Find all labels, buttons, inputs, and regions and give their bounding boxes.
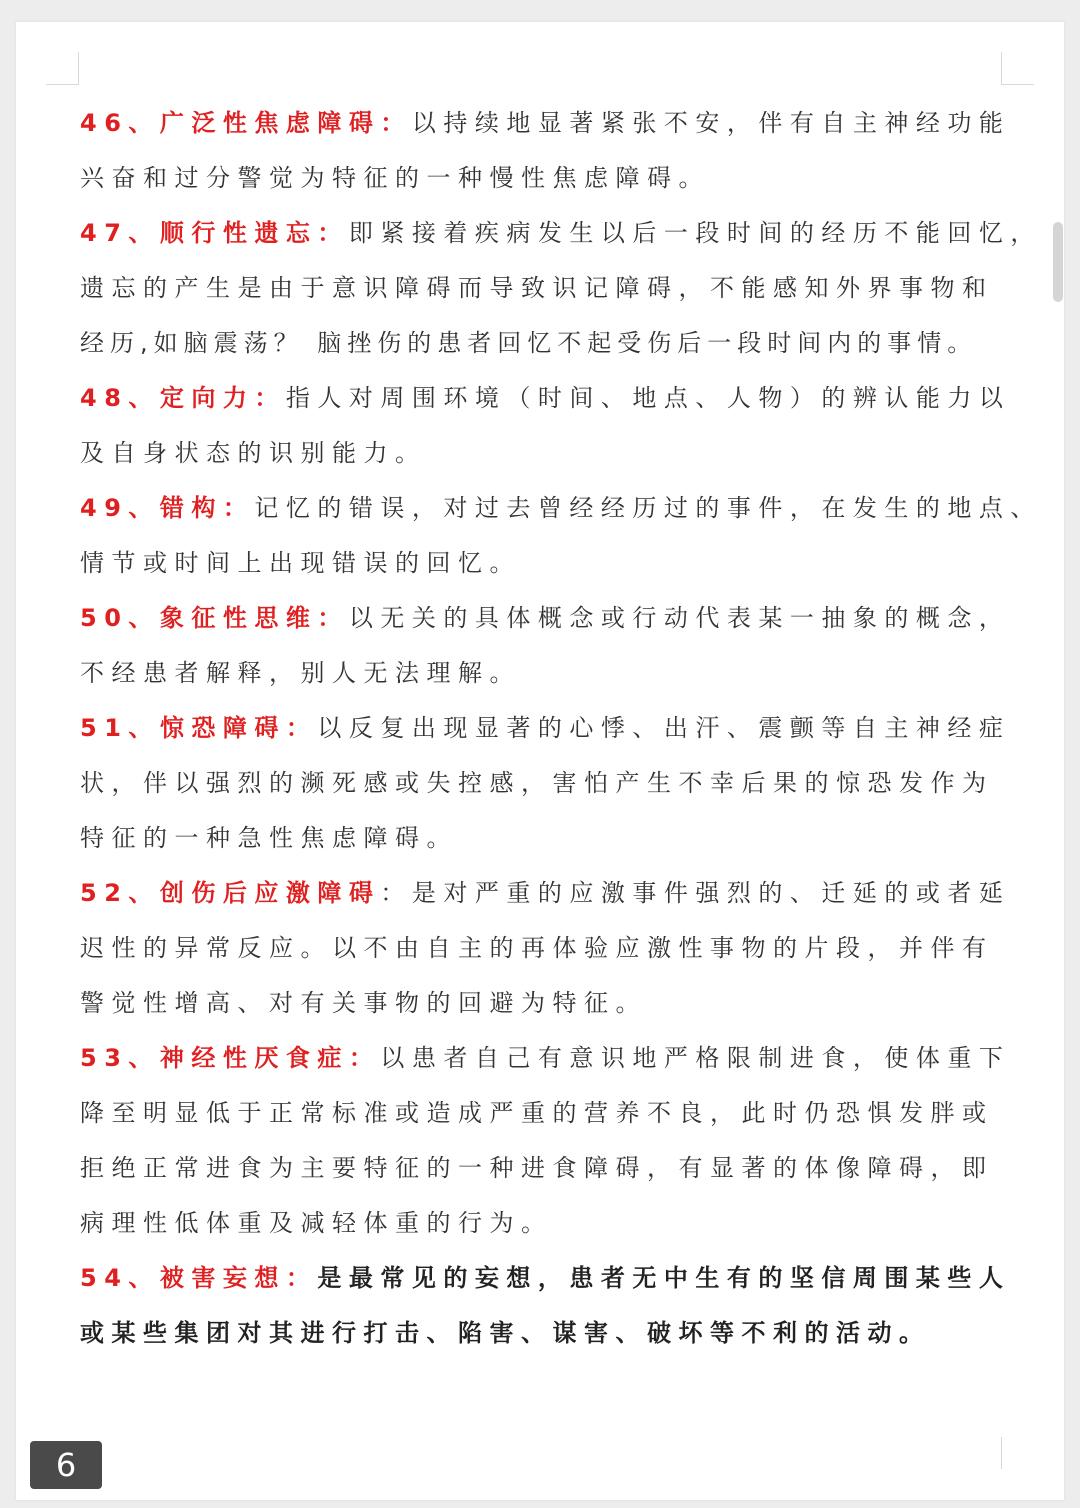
entry-line [80,96,1011,151]
definition-text: 特征的一种急性焦虑障碍。 [80,824,458,852]
vertical-scrollbar-thumb[interactable] [1053,222,1063,302]
entry-49 [80,481,1042,591]
definition-text: 以反复出现显著的心悸、出汗、震颤等自主神经症 [317,714,1011,742]
entry-line [80,316,1000,371]
definition-text: 以无关的具体概念或行动代表某一抽象的概念， [348,604,1011,632]
definition-text: 即紧接着疾病发生以后一段时间的经历不能回忆， [348,219,1042,247]
term-title: 52、创伤后应激障碍 [80,879,381,907]
definition-text: 及自身状态的识别能力。 [80,439,427,467]
entry-line [80,1251,1011,1306]
definition-text: 警觉性增高、对有关事物的回避为特征。 [80,989,647,1017]
entry-line [80,426,1000,481]
entry-50 [80,591,1011,701]
definition-text: 情节或时间上出现错误的回忆。 [80,549,521,577]
entry-line [80,646,1000,701]
document-page [16,22,1064,1500]
term-title: 48、定向力： [80,384,286,412]
entry-line [80,151,1000,206]
page-number-badge: 6 [30,1441,102,1489]
entry-line [80,536,1000,591]
definition-text: 迟性的异常反应。以不由自主的再体验应激性事物的片段，并伴有 [80,934,994,962]
entry-line [80,866,1011,921]
crop-mark-bottom-right [1001,1437,1034,1469]
term-title: 54、被害妄想： [80,1264,318,1292]
crop-mark-top-right [1001,52,1034,85]
entry-52 [80,866,1011,1031]
term-title: 49、错构： [80,494,255,522]
entry-line [80,206,1042,261]
term-title: 51、惊恐障碍： [80,714,318,742]
definition-text: 病理性低体重及减轻体重的行为。 [80,1209,553,1237]
definition-text: 降至明显低于正常标准或造成严重的营养不良，此时仍恐惧发胖或 [80,1099,994,1127]
entry-48 [80,371,1011,481]
entry-46 [80,96,1011,206]
entry-54 [80,1251,1011,1361]
entry-line [80,756,1000,811]
definition-text: 或某些集团对其进行打击、陷害、谋害、破坏等不利的活动。 [80,1319,931,1347]
entry-line [80,811,1000,866]
definition-text: 遗忘的产生是由于意识障碍而导致识记障碍，不能感知外界事物和 [80,274,994,302]
term-title: 47、顺行性遗忘： [80,219,349,247]
entry-line [80,481,1042,536]
definition-text: 经历,如脑震荡？ 脑挫伤的患者回忆不起受伤后一段时间内的事情。 [80,329,978,357]
entry-line [80,261,1000,316]
entry-line [80,1306,1000,1361]
definition-text: 指人对周围环境（时间、地点、人物）的辨认能力以 [285,384,1011,412]
definition-text: 拒绝正常进食为主要特征的一种进食障碍，有显著的体像障碍，即 [80,1154,994,1182]
definition-text: 以患者自己有意识地严格限制进食，使体重下 [380,1044,1011,1072]
crop-mark-top-left [46,52,79,85]
entry-line [80,591,1011,646]
entry-line [80,1196,1000,1251]
definition-text: 兴奋和过分警觉为特征的一种慢性焦虑障碍。 [80,164,710,192]
entry-line [80,921,1000,976]
entry-line [80,1086,1000,1141]
term-title: 50、象征性思维： [80,604,349,632]
definition-text: 不经患者解释，别人无法理解。 [80,659,521,687]
entry-line [80,701,1011,756]
definition-text: ：是对严重的应激事件强烈的、迁延的或者延 [380,879,1011,907]
term-title: 46、广泛性焦虑障碍： [80,109,412,137]
entry-line [80,1141,1000,1196]
entry-47 [80,206,1042,371]
glossary-content [80,96,1042,1361]
definition-text: 记忆的错误，对过去曾经经历过的事件，在发生的地点、 [254,494,1042,522]
definition-text: 状，伴以强烈的濒死感或失控感，害怕产生不幸后果的惊恐发作为 [80,769,994,797]
entry-line [80,976,1000,1031]
entry-line [80,371,1011,426]
term-title: 53、神经性厌食症： [80,1044,381,1072]
definition-text: 是最常见的妄想，患者无中生有的坚信周围某些人 [317,1264,1011,1292]
entry-51 [80,701,1011,866]
definition-text: 以持续地显著紧张不安，伴有自主神经功能 [411,109,1011,137]
entry-53 [80,1031,1011,1251]
entry-line [80,1031,1011,1086]
